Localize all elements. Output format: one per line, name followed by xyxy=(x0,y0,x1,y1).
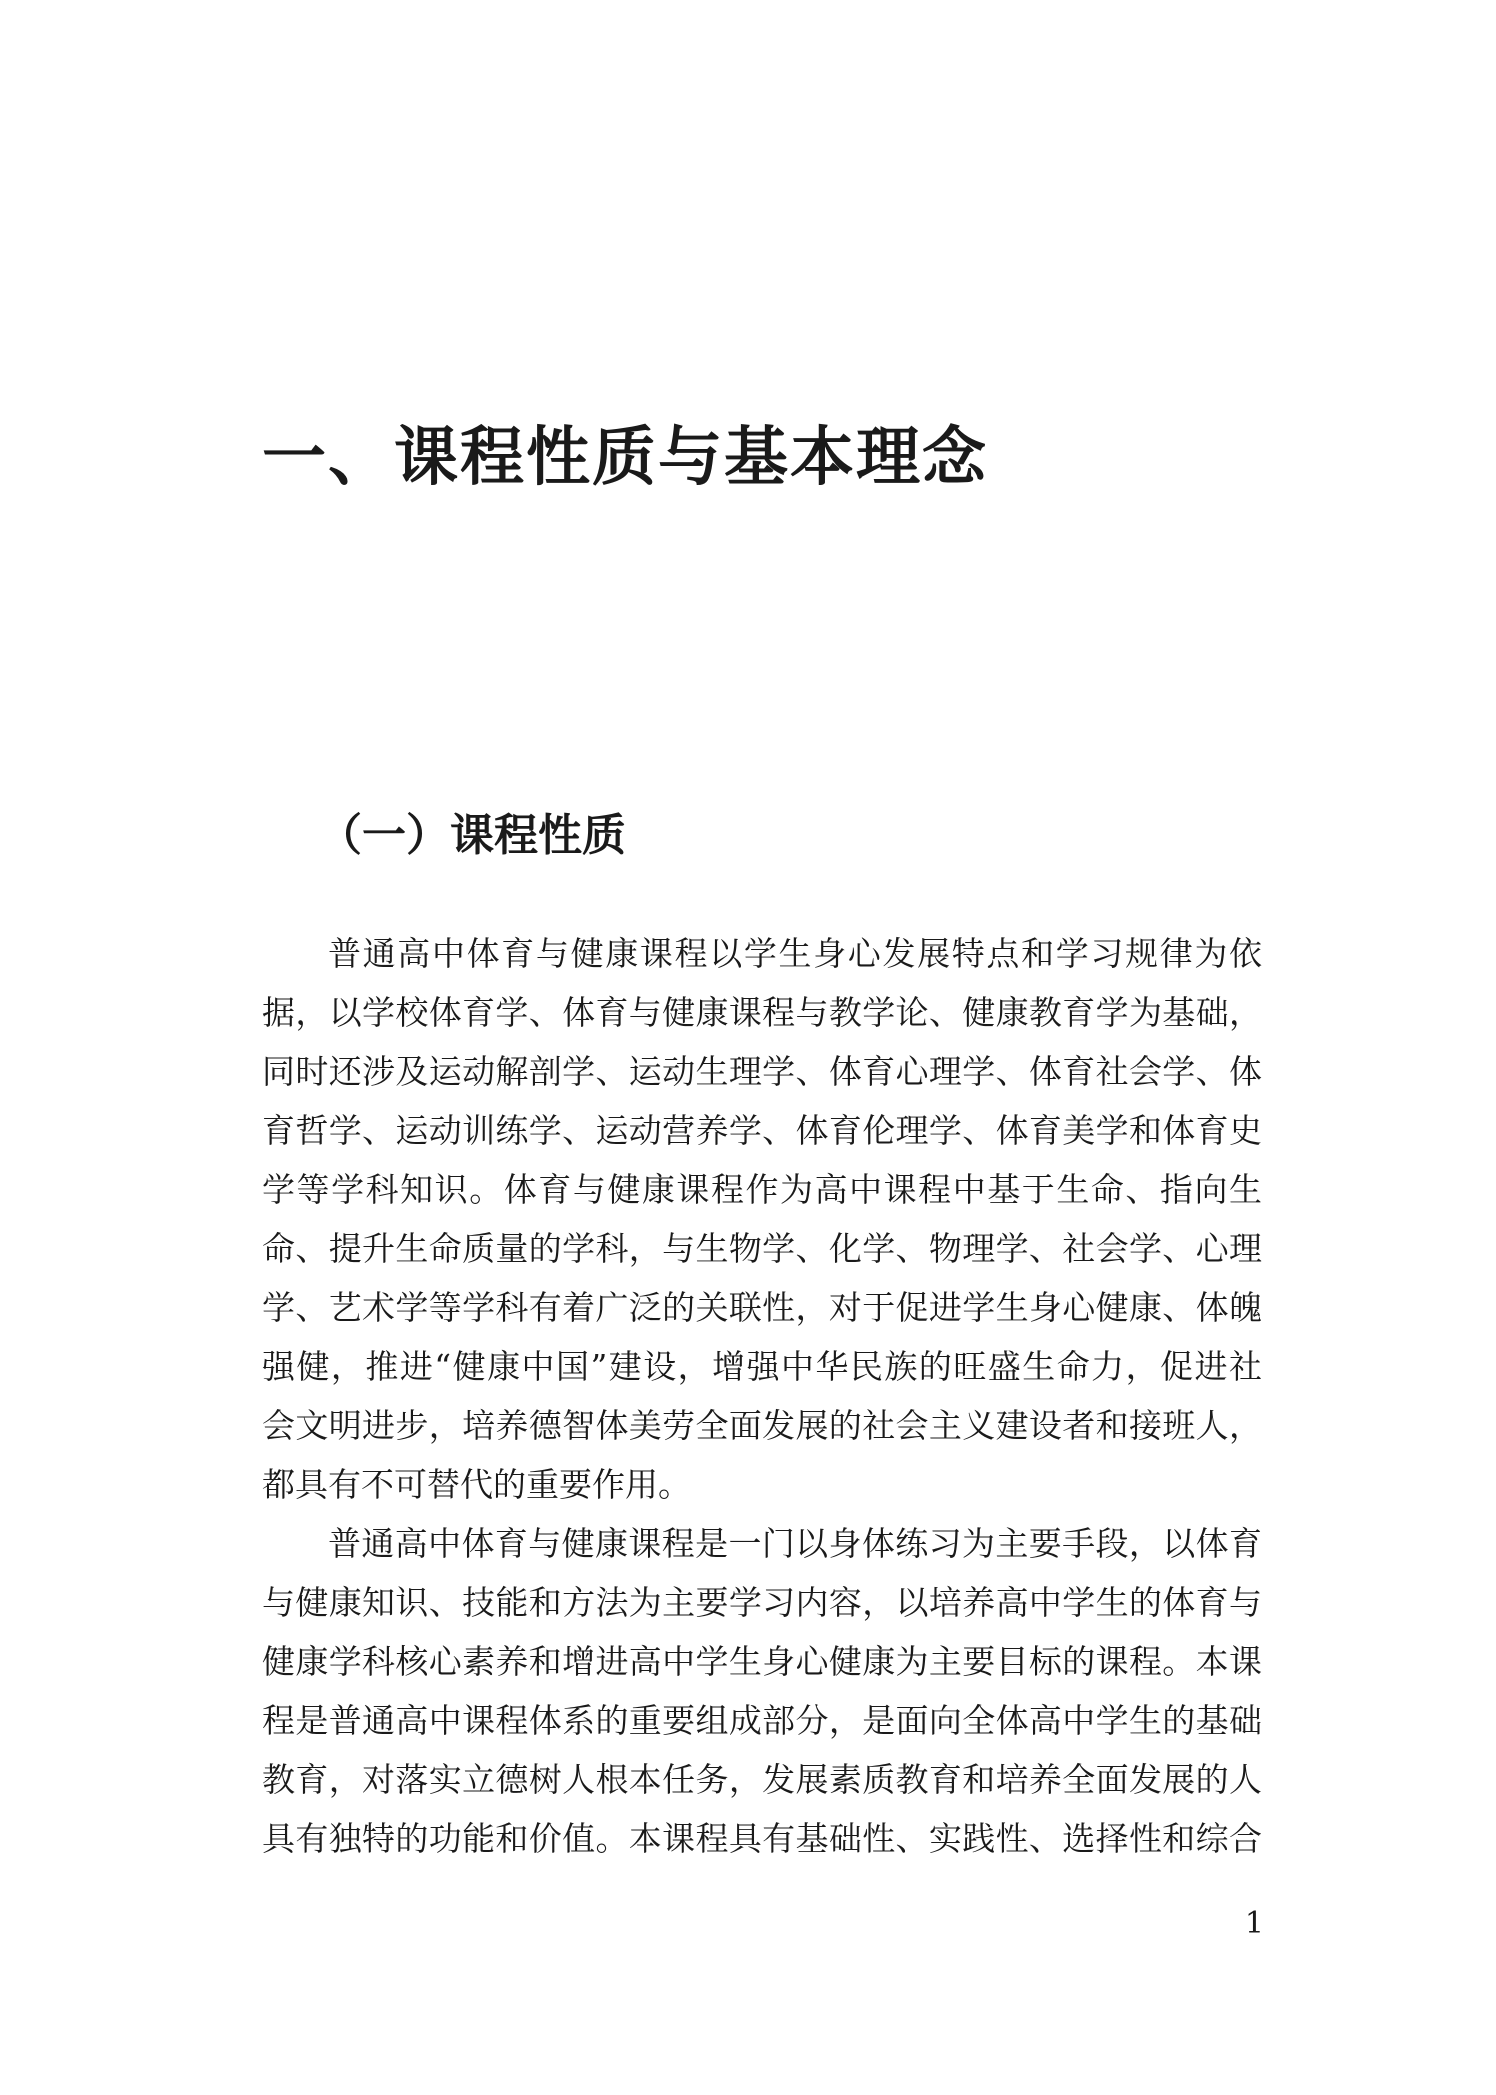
text-line: 学、艺术学等学科有着广泛的关联性，对于促进学生身心健康、体魄 xyxy=(262,1288,1262,1327)
text-line: 与健康知识、技能和方法为主要学习内容，以培养高中学生的体育与 xyxy=(262,1583,1262,1622)
text-line: 都具有不可替代的重要作用。 xyxy=(262,1465,691,1504)
text-line: 强健，推进“健康中国”建设，增强中华民族的旺盛生命力，促进社 xyxy=(262,1347,1262,1386)
paragraph-2 xyxy=(262,1514,1262,1868)
text-line: 据，以学校体育学、体育与健康课程与教学论、健康教育学为基础， xyxy=(262,993,1262,1032)
text-line: 程是普通高中课程体系的重要组成部分，是面向全体高中学生的基础 xyxy=(262,1701,1262,1740)
text-line: 育哲学、运动训练学、运动营养学、体育伦理学、体育美学和体育史 xyxy=(262,1111,1262,1150)
text-line: 会文明进步，培养德智体美劳全面发展的社会主义建设者和接班人， xyxy=(262,1406,1262,1445)
paragraph-1 xyxy=(262,924,1262,1514)
text-line: 教育，对落实立德树人根本任务，发展素质教育和培养全面发展的人 xyxy=(262,1760,1262,1799)
text-line: 命、提升生命质量的学科，与生物学、化学、物理学、社会学、心理 xyxy=(262,1229,1262,1268)
page-number: 1 xyxy=(1244,1906,1264,1941)
text-line: 同时还涉及运动解剖学、运动生理学、体育心理学、体育社会学、体 xyxy=(262,1052,1262,1091)
text-line: 普通高中体育与健康课程是一门以身体练习为主要手段，以体育 xyxy=(328,1524,1262,1563)
body-text xyxy=(262,924,1262,1868)
text-line: 具有独特的功能和价值。本课程具有基础性、实践性、选择性和综合 xyxy=(262,1819,1262,1858)
section-title: （一）课程性质 xyxy=(318,810,626,861)
text-line: 健康学科核心素养和增进高中学生身心健康为主要目标的课程。本课 xyxy=(262,1642,1262,1681)
text-line: 学等学科知识。体育与健康课程作为高中课程中基于生命、指向生 xyxy=(262,1170,1262,1209)
chapter-title: 一、课程性质与基本理念 xyxy=(262,421,988,495)
text-line: 普通高中体育与健康课程以学生身心发展特点和学习规律为依 xyxy=(328,934,1262,973)
